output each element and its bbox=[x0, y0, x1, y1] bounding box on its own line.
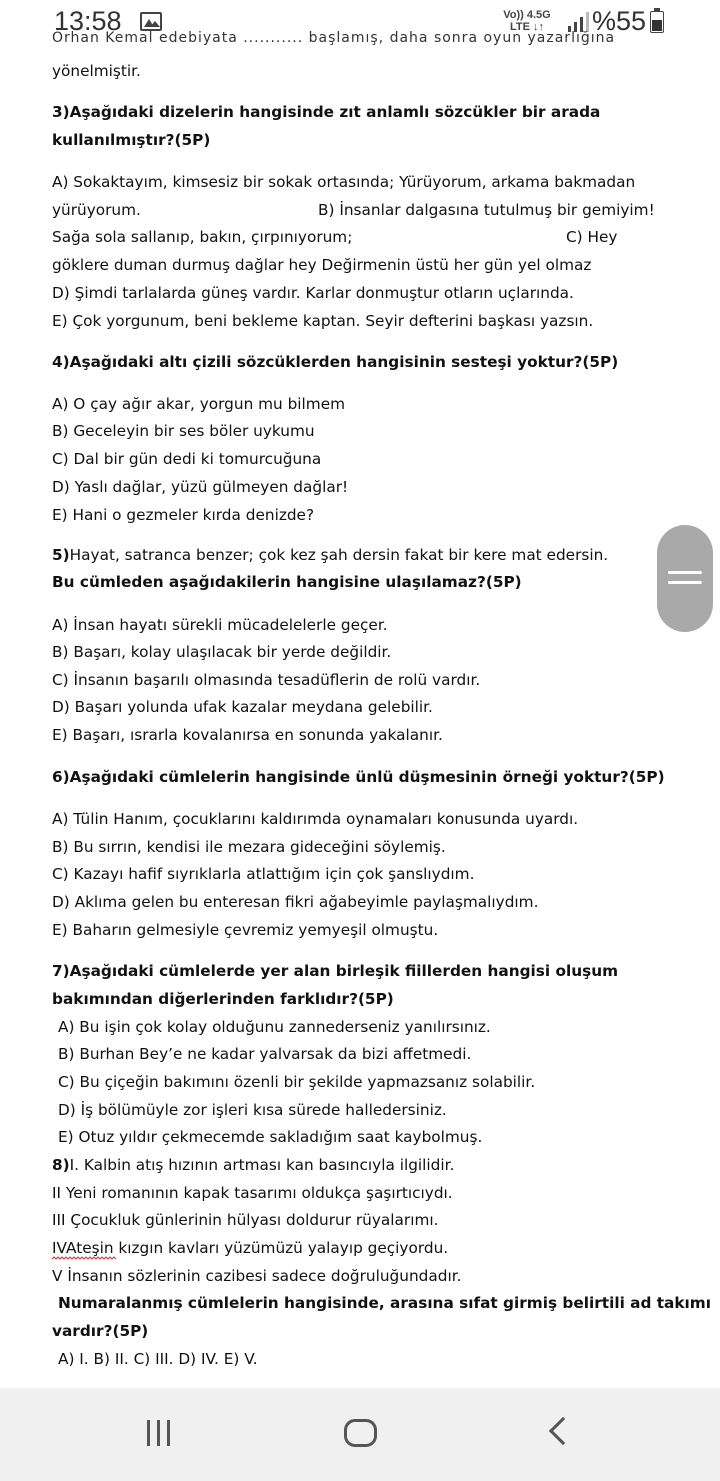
question-8-number: 8) bbox=[52, 1156, 70, 1174]
option-line: B) Bu sırrın, kendisi ile mezara gideceğini söylemiş. bbox=[52, 838, 446, 856]
option-line: C) Dal bir gün dedi ki tomurcuğuna bbox=[52, 450, 322, 468]
option-line: D) Aklıma gelen bu enteresan fikri ağabeyimle paylaşmalıydım. bbox=[52, 893, 539, 911]
home-button[interactable] bbox=[344, 1419, 377, 1447]
option-line: C) Kazayı hafif sıyrıklarla atlattığım için çok şanslıydım. bbox=[52, 865, 475, 883]
option-line: göklere duman durmuş dağlar hey Değirmenin üstü her gün yel olmaz bbox=[52, 256, 592, 274]
numbered-sentence-text: IVAteşin kızgın kavları yüzümüzü yalayıp geçiyordu. bbox=[52, 1239, 449, 1257]
option-line: C) Hey bbox=[566, 228, 618, 246]
question-3-title: 3)Aşağıdaki dizelerin hangisinde zıt anlamlı sözcükler bir arada bbox=[52, 103, 601, 121]
question-8-statement bbox=[52, 1156, 454, 1174]
option-line: B) Geceleyin bir ses böler uykumu bbox=[52, 422, 315, 440]
option-line: A) I. B) II. C) III. D) IV. E) V. bbox=[58, 1350, 258, 1368]
numbered-sentence: V İnsanın sözlerinin cazibesi sadece doğruluğundadır. bbox=[52, 1267, 462, 1285]
numbered-sentence: III Çocukluk günlerinin hülyası doldurur rüyalarımı. bbox=[52, 1211, 439, 1229]
scroll-handle[interactable] bbox=[657, 525, 713, 632]
option-line: B) Başarı, kolay ulaşılacak bir yerde değildir. bbox=[52, 643, 392, 661]
battery-icon bbox=[650, 11, 664, 33]
network-volte-label: Vo)) 4.5G bbox=[503, 9, 551, 21]
option-line: A) Bu işin çok kolay olduğunu zannederseniz yanılırsınız. bbox=[58, 1018, 491, 1036]
option-line: yürüyorum. bbox=[52, 201, 141, 219]
option-line: A) Sokaktayım, kimsesiz bir sokak ortasında; Yürüyorum, arkama bakmadan bbox=[52, 173, 636, 191]
question-6-title: 6)Aşağıdaki cümlelerin hangisinde ünlü düşmesinin örneği yoktur?(5P) bbox=[52, 768, 665, 786]
option-line: E) Çok yorgunum, beni bekleme kaptan. Seyir defterini başkası yazsın. bbox=[52, 312, 594, 330]
option-line: E) Başarı, ısrarla kovalanırsa en sonunda yakalanır. bbox=[52, 726, 443, 744]
recent-apps-button[interactable] bbox=[146, 1418, 172, 1448]
question-8-title-cont: vardır?(5P) bbox=[52, 1322, 149, 1340]
question-8-text: I. Kalbin atış hızının artması kan basıncıyla ilgilidir. bbox=[69, 1156, 455, 1174]
numbered-sentence: II Yeni romanının kapak tasarımı oldukça şaşırtıcıydı. bbox=[52, 1184, 453, 1202]
question-5-number: 5) bbox=[52, 546, 70, 564]
option-line: C) İnsanın başarılı olmasında tesadüflerin de rolü vardır. bbox=[52, 671, 481, 689]
numbered-sentence bbox=[52, 1239, 448, 1257]
text-line: yönelmiştir. bbox=[52, 62, 141, 80]
option-line: A) O çay ağır akar, yorgun mu bilmem bbox=[52, 395, 346, 413]
navigation-bar bbox=[0, 1388, 720, 1481]
question-3-title-cont: kullanılmıştır?(5P) bbox=[52, 131, 211, 149]
question-5-statement bbox=[52, 546, 608, 564]
option-line: Sağa sola sallanıp, bakın, çırpınıyorum; bbox=[52, 228, 353, 246]
spellcheck-squiggle bbox=[52, 1256, 118, 1261]
question-7-title-cont: bakımından diğerlerinden farklıdır?(5P) bbox=[52, 990, 394, 1008]
option-line: D) Yaslı dağlar, yüzü gülmeyen dağlar! bbox=[52, 478, 349, 496]
status-time: 13:58 bbox=[54, 6, 122, 36]
option-line: A) Tülin Hanım, çocuklarını kaldırımda oynamaları konusunda uyardı. bbox=[52, 810, 579, 828]
question-8-title: Numaralanmış cümlelerin hangisinde, arasına sıfat girmiş belirtili ad takımı bbox=[58, 1294, 711, 1312]
option-line: C) Bu çiçeğin bakımını özenli bir şekilde yapmazsanız solabilir. bbox=[58, 1073, 536, 1091]
network-lte-label: LTE ↓↑ bbox=[509, 21, 544, 33]
cut-off-text-line bbox=[52, 30, 624, 48]
cut-off-text: Orhan Kemal edebiyata ........... başlamış, daha sonra oyun yazarlığına bbox=[52, 30, 616, 46]
option-line: E) Otuz yıldır çekmecemde sakladığım saat kaybolmuş. bbox=[58, 1128, 483, 1146]
option-line: A) İnsan hayatı sürekli mücadelelerle geçer. bbox=[52, 616, 388, 634]
question-7-title: 7)Aşağıdaki cümlelerde yer alan birleşik fiillerden hangisi oluşum bbox=[52, 962, 619, 980]
option-line: D) Başarı yolunda ufak kazalar meydana gelebilir. bbox=[52, 698, 433, 716]
signal-strength-icon bbox=[566, 10, 590, 32]
question-4-title: 4)Aşağıdaki altı çizili sözcüklerden hangisinin sesteşi yoktur?(5P) bbox=[52, 353, 619, 371]
gallery-notification-icon bbox=[140, 12, 162, 31]
option-line: E) Hani o gezmeler kırda denizde? bbox=[52, 506, 315, 524]
back-button[interactable] bbox=[549, 1417, 577, 1445]
question-5-title: Bu cümleden aşağıdakilerin hangisine ulaşılamaz?(5P) bbox=[52, 573, 522, 591]
option-line: B) İnsanlar dalgasına tutulmuş bir gemiyim! bbox=[318, 201, 655, 219]
option-line: E) Baharın gelmesiyle çevremiz yemyeşil olmuştu. bbox=[52, 921, 439, 939]
battery-percent: %55 bbox=[592, 6, 647, 36]
option-line: B) Burhan Bey’e ne kadar yalvarsak da bizi affetmedi. bbox=[58, 1045, 472, 1063]
question-5-text: Hayat, satranca benzer; çok kez şah dersin fakat bir kere mat edersin. bbox=[69, 546, 609, 564]
option-line: D) İş bölümüyle zor işleri kısa sürede halledersiniz. bbox=[58, 1101, 447, 1119]
option-line: D) Şimdi tarlalarda güneş vardır. Karlar donmuştur otların uçlarında. bbox=[52, 284, 574, 302]
